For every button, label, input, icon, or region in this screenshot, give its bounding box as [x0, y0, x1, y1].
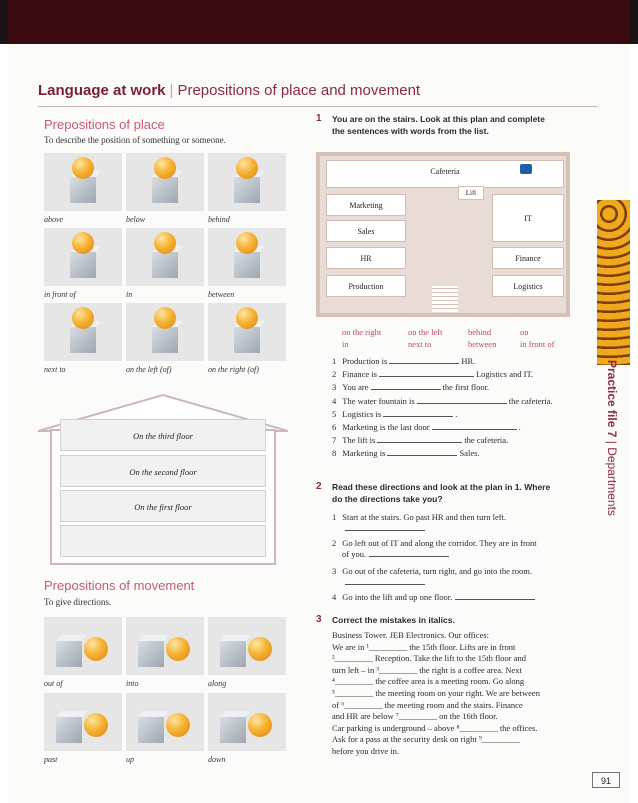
room-it: [492, 194, 564, 242]
ex1-item-end: Logistics and IT.: [475, 369, 534, 380]
ex1-item-number: 2: [332, 369, 337, 380]
room-production: [326, 275, 406, 297]
room-logistics-label: Logistics: [513, 282, 543, 291]
cube-icon: [152, 177, 178, 203]
answer-blank[interactable]: [383, 409, 453, 417]
side-tab-title: Practice file 7: [605, 360, 619, 438]
ex3-line: Car parking is underground – above ⁸_________ the offices.: [332, 722, 538, 733]
movement-label: into: [126, 679, 139, 688]
cube-icon: [234, 177, 260, 203]
header-subtitle: Prepositions of place and movement: [177, 82, 421, 99]
ex2-item-text: Go into the lift and up one floor.: [342, 592, 453, 602]
ex3-line: Ask for a pass at the security desk on right ⁹_________: [332, 734, 521, 745]
ex1-item: [332, 435, 508, 446]
ex1-item: [332, 448, 480, 459]
ex2-item: [332, 512, 506, 534]
ex1-item-end: the first floor.: [442, 382, 490, 393]
ball-icon: [154, 157, 176, 179]
answer-blank[interactable]: [387, 448, 457, 456]
floor-third: On the third floor: [60, 419, 266, 451]
movement-cell: [126, 617, 204, 675]
room-sales-label: Sales: [357, 227, 375, 236]
stairs-icon: [432, 286, 458, 312]
ex1-item-text: You are: [342, 382, 369, 393]
room-hr-label: HR: [360, 254, 372, 263]
ex1-item-end: .: [518, 422, 521, 432]
ex3-line: of ⁶_________ the meeting room and the stairs. Finance: [332, 699, 523, 710]
ex3-line: ²_________ Reception. Take the lift to the 15th floor and: [332, 653, 526, 664]
ex1-item-text: Marketing is: [342, 448, 386, 459]
ex3-line: We are in ¹_________ the 15th floor. Lifts are in front: [332, 641, 516, 652]
ex2-item: [332, 592, 535, 603]
ball-icon: [236, 307, 258, 329]
ex1-number: 1: [316, 113, 322, 124]
answer-blank[interactable]: [377, 435, 462, 443]
answer-blank[interactable]: [417, 396, 507, 404]
place-label: below: [126, 215, 146, 224]
place-subtitle: To describe the position of something or someone.: [44, 135, 226, 145]
ball-icon: [166, 713, 190, 737]
ball-icon: [236, 157, 258, 179]
ex1-item-end: .: [455, 408, 458, 419]
ball-icon: [84, 637, 108, 661]
place-cell: [208, 303, 286, 361]
place-title: Prepositions of place: [44, 117, 165, 132]
movement-label: up: [126, 755, 134, 764]
ex1-item: [332, 396, 553, 407]
word-bank-item: in: [342, 339, 349, 349]
ex2-instruction-line1: Read these directions and look at the plan in 1. Where: [332, 482, 551, 492]
ex2-item: [332, 538, 537, 560]
ex1-item: [332, 409, 457, 420]
room-finance-label: Finance: [515, 254, 541, 263]
room-production-label: Production: [348, 282, 384, 291]
answer-blank[interactable]: [371, 382, 441, 390]
ex3-line: ⁵_________ the meeting room on your right. We are between: [332, 688, 540, 698]
ex1-item: [332, 422, 521, 433]
answer-blank[interactable]: [369, 549, 449, 557]
place-cell: [208, 228, 286, 286]
ball-icon: [248, 713, 272, 737]
honeycomb-photo: [597, 200, 630, 365]
ex1-instruction-line1: You are on the stairs. Look at this plan and complete: [332, 114, 545, 124]
room-logistics: [492, 275, 564, 297]
house-diagram: [38, 393, 288, 565]
header-title: Language at work: [38, 82, 166, 99]
word-bank-item: in front of: [520, 339, 555, 349]
cube-icon: [70, 252, 96, 278]
room-marketing-label: Marketing: [349, 201, 383, 210]
ex1-item-number: 4: [332, 395, 337, 406]
ex2-item: [332, 566, 532, 588]
ball-icon: [248, 637, 272, 661]
ex2-item-number: 3: [332, 566, 337, 576]
cube-icon: [56, 641, 82, 667]
cube-icon: [138, 641, 164, 667]
ex2-item-text: Go left out of IT and along the corridor. They are in front: [342, 538, 537, 548]
place-cell: [44, 228, 122, 286]
ex1-item-text: The lift is: [342, 435, 376, 446]
ball-icon: [72, 157, 94, 179]
answer-blank[interactable]: [389, 356, 459, 364]
cube-icon: [234, 252, 260, 278]
ex1-item: [332, 369, 533, 380]
ex1-instruction-line2: the sentences with words from the list.: [332, 126, 489, 136]
room-marketing: [326, 194, 406, 216]
ex1-item: [332, 382, 489, 393]
word-bank-item: on: [520, 327, 529, 337]
place-cell: [126, 303, 204, 361]
ex2-item-text-cont: of you.: [342, 549, 367, 559]
movement-subtitle: To give directions.: [44, 597, 112, 607]
ex1-item-number: 7: [332, 435, 337, 446]
ex1-item-text: Marketing is the last door: [342, 422, 430, 432]
floor-first: On the first floor: [60, 490, 266, 522]
place-label: above: [44, 215, 64, 224]
side-tab-separator: |: [605, 440, 619, 444]
ex2-number: 2: [316, 481, 322, 492]
place-label: behind: [208, 215, 230, 224]
room-cafeteria-label: Cafeteria: [430, 167, 460, 176]
movement-cell: [44, 693, 122, 751]
place-cell: [126, 228, 204, 286]
room-sales: [326, 220, 406, 242]
ex1-item-number: 1: [332, 356, 337, 366]
header-separator: |: [169, 82, 174, 99]
ex3-line: ⁴_________ the coffee area is a meeting room. Go along: [332, 676, 525, 687]
ex1-item-number: 3: [332, 382, 337, 393]
ex1-item-number: 8: [332, 448, 337, 459]
cube-icon: [220, 717, 246, 743]
ex3-line: before you drive in.: [332, 746, 400, 756]
movement-label: down: [208, 755, 226, 764]
ex1-item: [332, 356, 475, 367]
ex2-item-number: 2: [332, 538, 337, 548]
ball-icon: [154, 232, 176, 254]
place-cell: [126, 153, 204, 211]
ex2-item-text: Go out of the cafeteria, turn right, and go into the room.: [342, 566, 533, 576]
ex2-item-text: Start at the stairs. Go past HR and then turn left.: [342, 512, 507, 522]
movement-label: along: [208, 679, 227, 688]
top-banner: [0, 0, 638, 44]
ex2-instruction-line2: do the directions take you?: [332, 494, 443, 504]
header-divider: [38, 106, 598, 107]
answer-blank[interactable]: [345, 577, 425, 585]
cube-icon: [220, 641, 246, 667]
ball-icon: [166, 637, 190, 661]
ball-icon: [84, 713, 108, 737]
ex1-item-end: HR.: [461, 356, 476, 366]
ex3-instruction: Correct the mistakes in italics.: [332, 615, 455, 625]
ex1-item-text: Production is: [342, 356, 388, 366]
floor-second: On the second floor: [60, 455, 266, 487]
answer-blank[interactable]: [345, 523, 425, 531]
ex1-item-end: Sales.: [459, 448, 480, 459]
place-cell: [208, 153, 286, 211]
place-cell: [44, 303, 122, 361]
side-tab-topic: Departments: [605, 447, 619, 516]
room-finance: [492, 247, 564, 269]
ball-icon: [72, 232, 94, 254]
word-bank-item: on the right: [342, 327, 382, 337]
word-bank-item: on the left: [408, 327, 443, 337]
movement-label: past: [44, 755, 58, 764]
side-tab: [597, 360, 619, 570]
ex1-item-end: the cafeteria.: [508, 395, 553, 406]
cube-icon: [234, 327, 260, 353]
room-it-label: IT: [524, 214, 532, 223]
ex2-item-number: 1: [332, 512, 337, 522]
movement-cell: [208, 693, 286, 751]
room-lift-label: Lift: [465, 189, 477, 197]
answer-blank[interactable]: [379, 369, 474, 377]
word-bank-item: next to: [408, 339, 432, 349]
place-label: in front of: [44, 290, 76, 299]
place-label: on the right (of): [208, 365, 259, 374]
movement-label: out of: [44, 679, 63, 688]
floor-plan: [316, 152, 570, 317]
cube-icon: [152, 327, 178, 353]
page-header: [38, 82, 420, 99]
movement-cell: [44, 617, 122, 675]
ball-icon: [72, 307, 94, 329]
cube-icon: [138, 717, 164, 743]
ex3-line: and HR are below ⁷_________ on the 16th floor.: [332, 711, 498, 722]
word-bank-item: between: [468, 339, 497, 349]
cube-icon: [70, 327, 96, 353]
ball-icon: [154, 307, 176, 329]
ball-icon: [236, 232, 258, 254]
answer-blank[interactable]: [455, 592, 535, 600]
ex1-item-text: Finance is: [342, 369, 377, 380]
cube-icon: [56, 717, 82, 743]
ex3-line: Business Tower. JEB Electronics. Our offices:: [332, 630, 490, 640]
room-lift: [458, 186, 484, 200]
movement-cell: [208, 617, 286, 675]
answer-blank[interactable]: [432, 422, 517, 430]
cube-icon: [152, 252, 178, 278]
place-cell: [44, 153, 122, 211]
ex3-number: 3: [316, 614, 322, 625]
ex1-item-end: the cafeteria.: [464, 435, 509, 446]
place-label: in: [126, 290, 133, 299]
place-label: between: [208, 290, 235, 299]
floor-ground: [60, 525, 266, 557]
ex2-item-number: 4: [332, 592, 337, 602]
movement-cell: [126, 693, 204, 751]
cube-icon: [70, 177, 96, 203]
ex3-line: turn left – in ³_________ the right is a coffee area. Next: [332, 664, 522, 675]
place-label: on the left (of): [126, 365, 172, 374]
ex1-item-number: 5: [332, 408, 337, 419]
water-fountain-icon: [520, 164, 532, 174]
movement-title: Prepositions of movement: [44, 578, 195, 593]
word-bank-item: behind: [468, 327, 492, 337]
ex1-item-number: 6: [332, 422, 337, 432]
ex1-item-text: Logistics is: [342, 408, 382, 419]
room-hr: [326, 247, 406, 269]
place-label: next to: [44, 365, 66, 374]
ex1-item-text: The water fountain is: [342, 395, 415, 406]
page-number: 91: [592, 772, 620, 788]
